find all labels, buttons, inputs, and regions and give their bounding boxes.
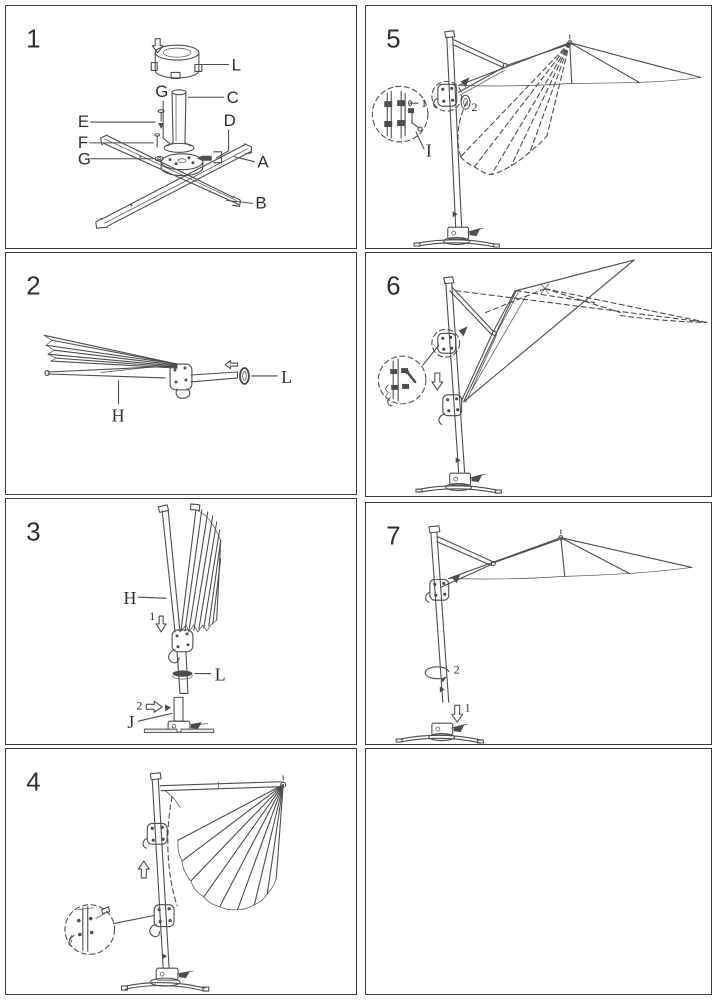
down-arrow-icon [432, 373, 443, 390]
panel-8-empty [365, 748, 712, 995]
down-arrow-icon [156, 616, 166, 632]
step-2-rotate [425, 663, 460, 683]
cross-base-bars [96, 135, 270, 228]
label-D: D [223, 111, 236, 131]
panel-5-drawing [366, 6, 711, 248]
label-step1: 1 [464, 700, 471, 715]
label-rotate2: 2 [453, 662, 460, 677]
label-H-group [112, 381, 125, 426]
ring-part-L [173, 665, 226, 685]
panel-5 [365, 5, 712, 249]
right-arrow-icon [146, 701, 162, 712]
closed-umbrella [158, 504, 220, 632]
panel-number: 1 [26, 25, 41, 54]
folded-canopy-raised [462, 260, 635, 403]
label-L: L [281, 366, 293, 387]
label-G-top: G [155, 82, 169, 102]
label-L: L [231, 55, 241, 75]
panel-1-drawing [6, 6, 356, 248]
panel-4 [5, 748, 357, 995]
left-arrow-icon [225, 361, 237, 369]
label-pin1: 1 [420, 96, 427, 111]
open-position-dashed [456, 284, 707, 323]
insert-arrow-icon [459, 326, 468, 336]
open-canopy [459, 35, 701, 86]
pole-and-arm [444, 277, 497, 472]
panel-7 [365, 502, 712, 745]
hub-and-pole [170, 364, 237, 398]
folded-canopy [44, 335, 177, 368]
open-canopy [449, 530, 692, 579]
down-arrow-icon [152, 39, 163, 53]
detail-magnifier-pin [378, 345, 439, 406]
base-tube-part-J [127, 697, 183, 732]
up-arrow-icon [138, 861, 149, 878]
label-B: B [255, 193, 267, 213]
base-pedestal [121, 953, 208, 991]
panel-number: 4 [26, 768, 41, 797]
pole-and-arm [150, 773, 285, 968]
label-clip2: 2 [471, 100, 478, 115]
half-open-canopy [165, 785, 283, 910]
panel-number: 5 [386, 25, 401, 54]
panel-number: 3 [26, 518, 41, 547]
label-H: H [111, 405, 125, 426]
label-F: F [77, 132, 89, 152]
open-rib-arm [45, 366, 175, 378]
base-pedestal [416, 457, 501, 493]
panel-8-drawing [366, 749, 711, 994]
bolt-part-D [197, 111, 236, 163]
panel-number: 6 [386, 272, 401, 301]
ring-part-L [225, 361, 292, 387]
panel-4-drawing [6, 749, 356, 994]
label-A: A [257, 152, 269, 172]
lower-hub [150, 905, 174, 937]
lower-hub [439, 395, 462, 425]
step-1-press-pedal [440, 686, 471, 722]
pole-and-arm [445, 31, 568, 227]
panel-number: 2 [26, 272, 41, 301]
label-J: J [127, 712, 135, 733]
panel-2-drawing [6, 253, 356, 494]
label-I: I [425, 140, 432, 161]
panel-7-drawing [366, 503, 711, 744]
panel-6 [365, 252, 712, 497]
rotate-arrow-icon [425, 667, 449, 679]
base-cover-part-L [151, 39, 241, 79]
bolt-part-E [78, 110, 164, 131]
base-pedestal [396, 723, 483, 743]
label-step1: 1 [149, 609, 156, 624]
detail-magnifier [65, 905, 153, 955]
panel-number: 7 [386, 522, 401, 551]
step-1-slide-down [149, 609, 166, 632]
panel-1 [5, 5, 357, 249]
base-pedestal [144, 721, 213, 732]
panel-2 [5, 252, 357, 495]
pole-hub [426, 573, 461, 602]
pin-part [409, 96, 427, 110]
label-G-left: G [77, 149, 91, 169]
base-pedestal [414, 211, 499, 247]
panel-3 [5, 498, 357, 745]
pole-and-arm [429, 526, 559, 703]
down-arrow-icon [452, 705, 463, 722]
panel-6-drawing [366, 253, 711, 496]
washer-part-G [78, 150, 163, 169]
label-E: E [77, 112, 90, 131]
label-H-group [123, 588, 166, 608]
label-step2: 2 [136, 698, 143, 713]
label-L: L [214, 664, 226, 685]
panel-3-drawing [6, 499, 356, 744]
label-H: H [123, 588, 137, 609]
detail-magnifier-crank [372, 86, 432, 160]
hub-and-lower-pole [169, 630, 193, 693]
label-C: C [226, 88, 239, 108]
